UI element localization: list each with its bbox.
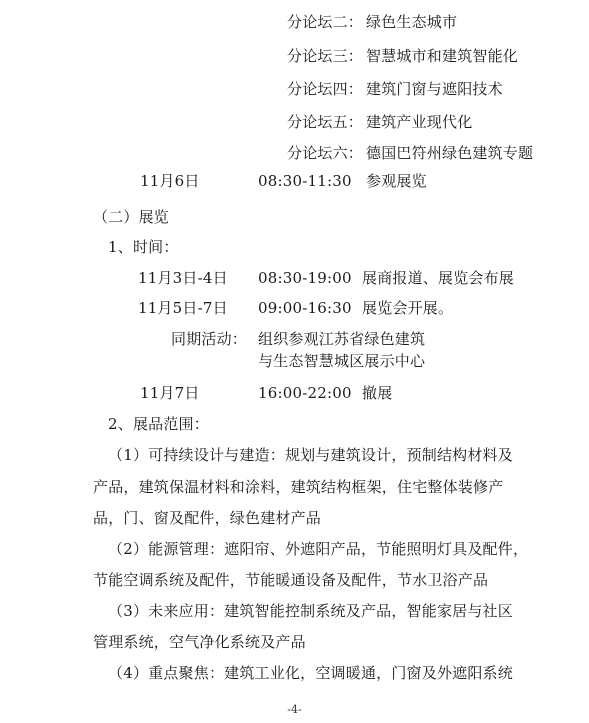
scope-line: 节能空调系统及配件，节能暖通设备及配件，节水卫浴产品	[93, 571, 489, 589]
concurrent-label: 同期活动：	[171, 330, 248, 348]
schedule-date: 11月5日-7日	[138, 299, 228, 317]
forum-2-title: 绿色生态城市	[366, 13, 458, 31]
scope-line: （1）可持续设计与建造：规划与建筑设计，预制结构材料及	[108, 446, 513, 464]
scope-line: 品，门、窗及配件，绿色建材产品	[93, 509, 322, 527]
forum-4-title: 建筑门窗与遮阳技术	[366, 80, 503, 98]
forum-4-label: 分论坛四：	[287, 80, 364, 98]
scope-heading: 2、展品范围：	[108, 415, 209, 433]
concurrent-line: 组织参观江苏省绿色建筑	[258, 330, 426, 348]
forum-3-title: 智慧城市和建筑智能化	[366, 47, 519, 65]
exhibition-heading: （二）展览	[93, 208, 170, 226]
teardown-date: 11月7日	[140, 384, 200, 402]
schedule-activity: 展商报道、展览会布展	[362, 269, 515, 287]
visit-date: 11月6日	[140, 172, 200, 190]
forum-6-label: 分论坛六：	[287, 144, 364, 162]
teardown-time: 16:00-22:00	[258, 384, 352, 402]
schedule-time: 09:00-16:30	[258, 299, 352, 317]
concurrent-line: 与生态智慧城区展示中心	[258, 352, 426, 370]
scope-line: （3）未来应用：建筑智能控制系统及产品，智能家居与社区	[108, 602, 513, 620]
forum-2-label: 分论坛二：	[287, 13, 364, 31]
forum-5-title: 建筑产业现代化	[366, 113, 473, 131]
scope-line: 产品，建筑保温材料和涂料，建筑结构框架，住宅整体装修产	[93, 478, 504, 496]
teardown-activity: 撤展	[362, 384, 393, 402]
scope-line: （4）重点聚焦：建筑工业化，空调暖通，门窗及外遮阳系统	[108, 664, 513, 682]
time-heading: 1、时间：	[108, 238, 179, 256]
forum-5-label: 分论坛五：	[287, 113, 364, 131]
schedule-date: 11月3日-4日	[138, 269, 228, 287]
visit-time: 08:30-11:30	[258, 172, 352, 190]
scope-line: 管理系统，空气净化系统及产品	[93, 633, 306, 651]
scope-line: （2）能源管理：遮阳帘、外遮阳产品，节能照明灯具及配件，	[108, 540, 529, 558]
forum-6-title: 德国巴符州绿色建筑专题	[366, 144, 534, 162]
visit-activity: 参观展览	[366, 172, 427, 190]
forum-3-label: 分论坛三：	[287, 47, 364, 65]
schedule-time: 08:30-19:00	[258, 269, 352, 287]
schedule-activity: 展览会开展。	[362, 299, 454, 317]
page-number: -4-	[287, 703, 302, 716]
